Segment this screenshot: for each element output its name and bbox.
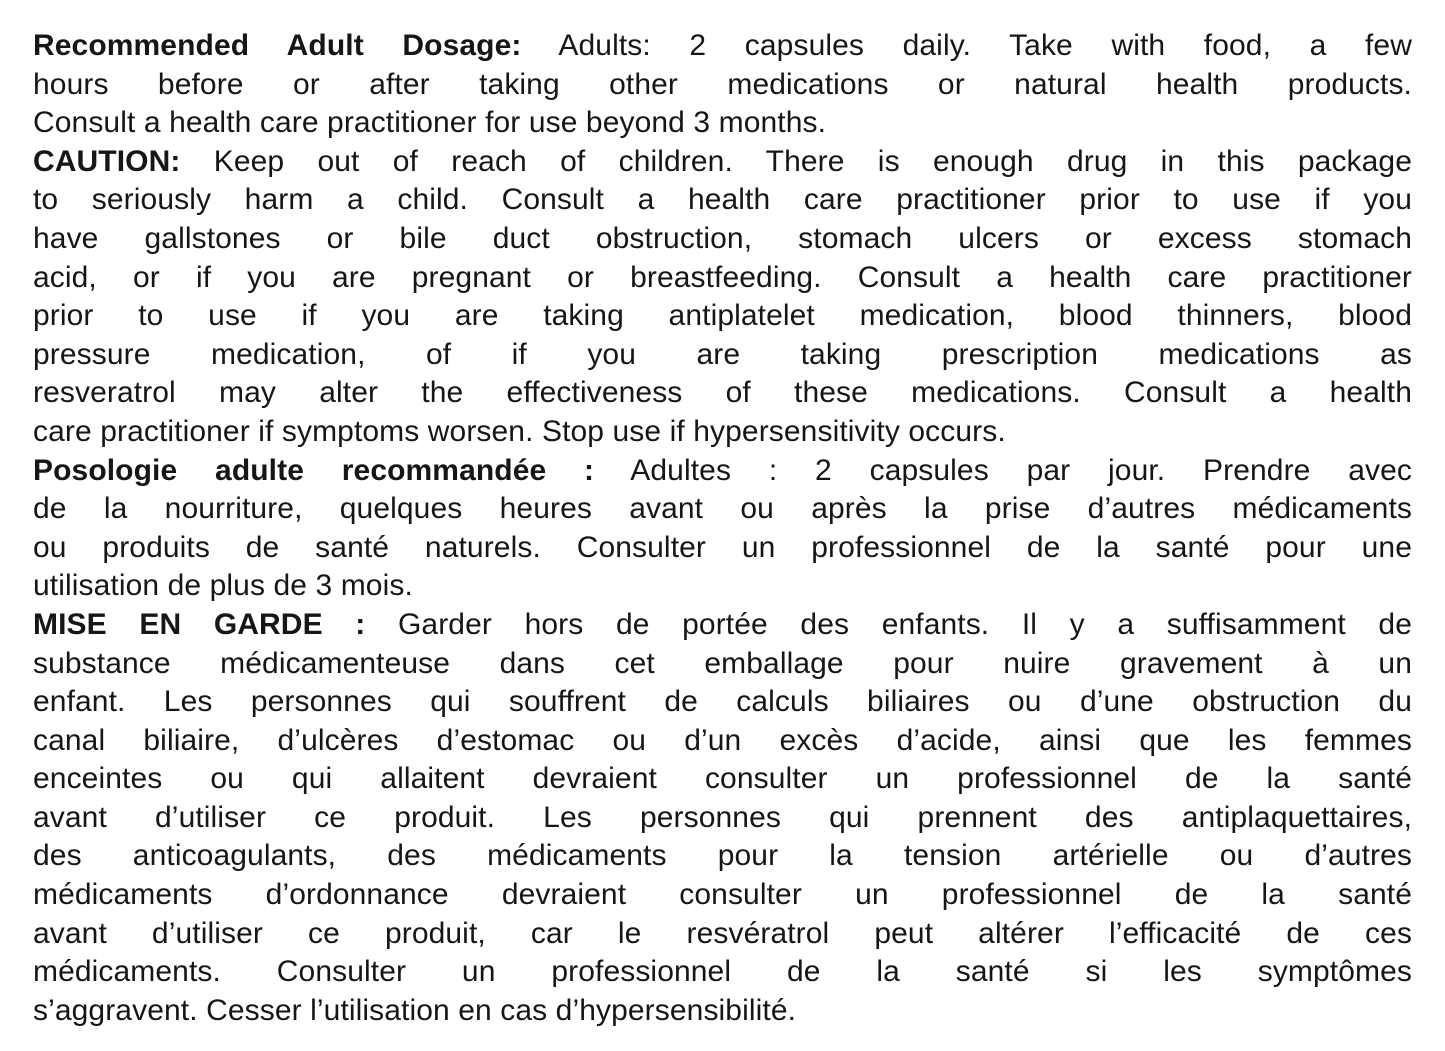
text-line: Posologie adulte recommandée : Adultes : 2 capsules par jour. Prendre avec xyxy=(33,453,1412,487)
text-line: pressure medication, of if you are taking prescription medications as xyxy=(33,337,1412,371)
text-line: de la nourriture, quelques heures avant ou après la prise d’autres médicaments xyxy=(33,492,1412,526)
text-line: hours before or after taking other medications or natural health products. xyxy=(33,67,1412,101)
text-line: Consult a health care practitioner for use beyond 3 months. xyxy=(33,106,827,140)
paragraph-posologie-adulte-fr xyxy=(33,452,1412,606)
text-line: médicaments d’ordonnance devraient consulter un professionnel de la santé xyxy=(33,878,1412,912)
text-line: CAUTION: Keep out of reach of children. There is enough drug in this package xyxy=(33,144,1412,178)
text-line: enfant. Les personnes qui souffrent de calculs biliaires ou d’une obstruction du xyxy=(33,685,1412,719)
text-line: have gallstones or bile duct obstruction, stomach ulcers or excess stomach xyxy=(33,221,1412,255)
text-line: utilisation de plus de 3 mois. xyxy=(33,569,413,603)
paragraph-recommended-adult-dosage-en xyxy=(33,27,1412,143)
paragraph-mise-en-garde-fr xyxy=(33,606,1412,1031)
text-line: médicaments. Consulter un professionnel de la santé si les symptômes xyxy=(33,955,1412,989)
text-line: s’aggravent. Cesser l’utilisation en cas d’hypersensibilité. xyxy=(33,993,797,1027)
paragraph-caution-en xyxy=(33,143,1412,452)
text-line: avant d’utiliser ce produit. Les personnes qui prennent des antiplaquettaires, xyxy=(33,800,1412,834)
text-line: to seriously harm a child. Consult a health care practitioner prior to use if you xyxy=(33,183,1412,217)
text-line: ou produits de santé naturels. Consulter un professionnel de la santé pour une xyxy=(33,530,1412,564)
text-line: substance médicamenteuse dans cet emballage pour nuire gravement à un xyxy=(33,646,1412,680)
text-line: MISE EN GARDE : Garder hors de portée des enfants. Il y a suffisamment de xyxy=(33,607,1412,641)
bold-lead: CAUTION: xyxy=(33,144,181,178)
bold-lead: Recommended Adult Dosage: xyxy=(33,29,522,62)
text-line: avant d’utiliser ce produit, car le resvératrol peut altérer l’efficacité de ces xyxy=(33,916,1412,950)
text-line: canal biliaire, d’ulcères d’estomac ou d’un excès d’acide, ainsi que les femmes xyxy=(33,723,1412,757)
text-line: care practitioner if symptoms worsen. Stop use if hypersensitivity occurs. xyxy=(33,414,1006,448)
bold-lead: MISE EN GARDE : xyxy=(33,607,366,641)
text-line: resveratrol may alter the effectiveness of these medications. Consult a health xyxy=(33,376,1412,410)
text-line: des anticoagulants, des médicaments pour la tension artérielle ou d’autres xyxy=(33,839,1412,873)
bold-lead: Posologie adulte recommandée : xyxy=(33,453,595,487)
text-line: prior to use if you are taking antiplatelet medication, blood thinners, blood xyxy=(33,299,1412,333)
text-line: enceintes ou qui allaitent devraient consulter un professionnel de la santé xyxy=(33,762,1412,796)
text-line: Recommended Adult Dosage: Adults: 2 capsules daily. Take with food, a few xyxy=(33,29,1412,62)
text-line: acid, or if you are pregnant or breastfeeding. Consult a health care practitioner xyxy=(33,260,1412,294)
